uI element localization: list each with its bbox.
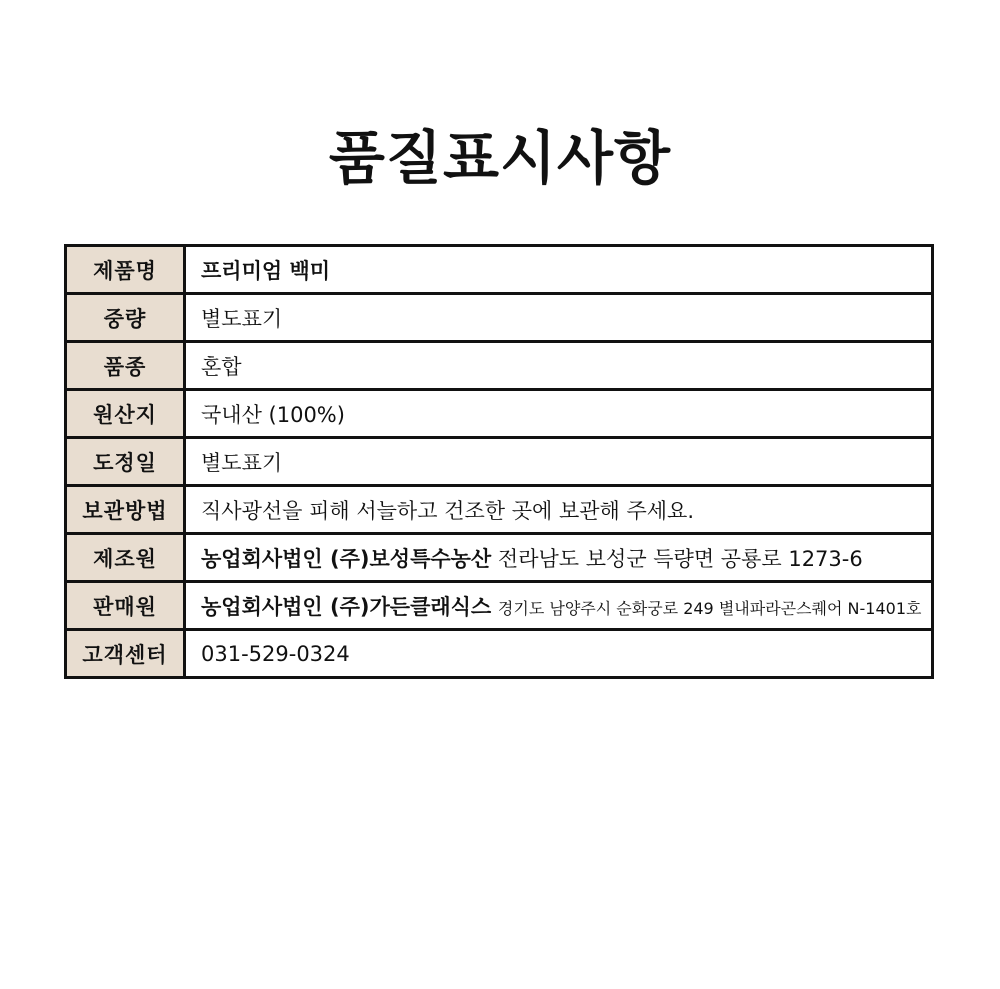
row-value: 031-529-0324 <box>185 630 933 678</box>
row-value: 별도표기 <box>185 438 933 486</box>
table-row-product-name <box>66 246 933 294</box>
row-value: 국내산 (100%) <box>185 390 933 438</box>
row-label: 판매원 <box>66 582 185 630</box>
table-row-customer-center <box>66 630 933 678</box>
row-value: 별도표기 <box>185 294 933 342</box>
table-row-milling-date <box>66 438 933 486</box>
table-row-weight <box>66 294 933 342</box>
row-value <box>185 582 933 630</box>
manufacturer-address: 전라남도 보성군 득량면 공룡로 1273-6 <box>497 546 863 571</box>
row-label: 보관방법 <box>66 486 185 534</box>
row-value <box>185 534 933 582</box>
row-label: 품종 <box>66 342 185 390</box>
row-label: 도정일 <box>66 438 185 486</box>
table-row-manufacturer <box>66 534 933 582</box>
row-label: 고객센터 <box>66 630 185 678</box>
quality-info-table <box>64 244 934 679</box>
product-name-text: 프리미엄 백미 <box>201 258 331 283</box>
row-label: 중량 <box>66 294 185 342</box>
row-label: 원산지 <box>66 390 185 438</box>
table-row-origin <box>66 390 933 438</box>
seller-name: 농업회사법인 (주)가든클래식스 <box>201 594 492 619</box>
table-row-seller <box>66 582 933 630</box>
page-title: 품질표시사항 <box>328 124 672 192</box>
row-value <box>185 246 933 294</box>
row-label: 제품명 <box>66 246 185 294</box>
row-label: 제조원 <box>66 534 185 582</box>
manufacturer-name: 농업회사법인 (주)보성특수농산 <box>201 546 492 571</box>
row-value: 직사광선을 피해 서늘하고 건조한 곳에 보관해 주세요. <box>185 486 933 534</box>
seller-address: 경기도 남양주시 순화궁로 249 별내파라곤스퀘어 N-1401호 <box>497 598 922 618</box>
table-row-variety <box>66 342 933 390</box>
row-value: 혼합 <box>185 342 933 390</box>
table-row-storage <box>66 486 933 534</box>
